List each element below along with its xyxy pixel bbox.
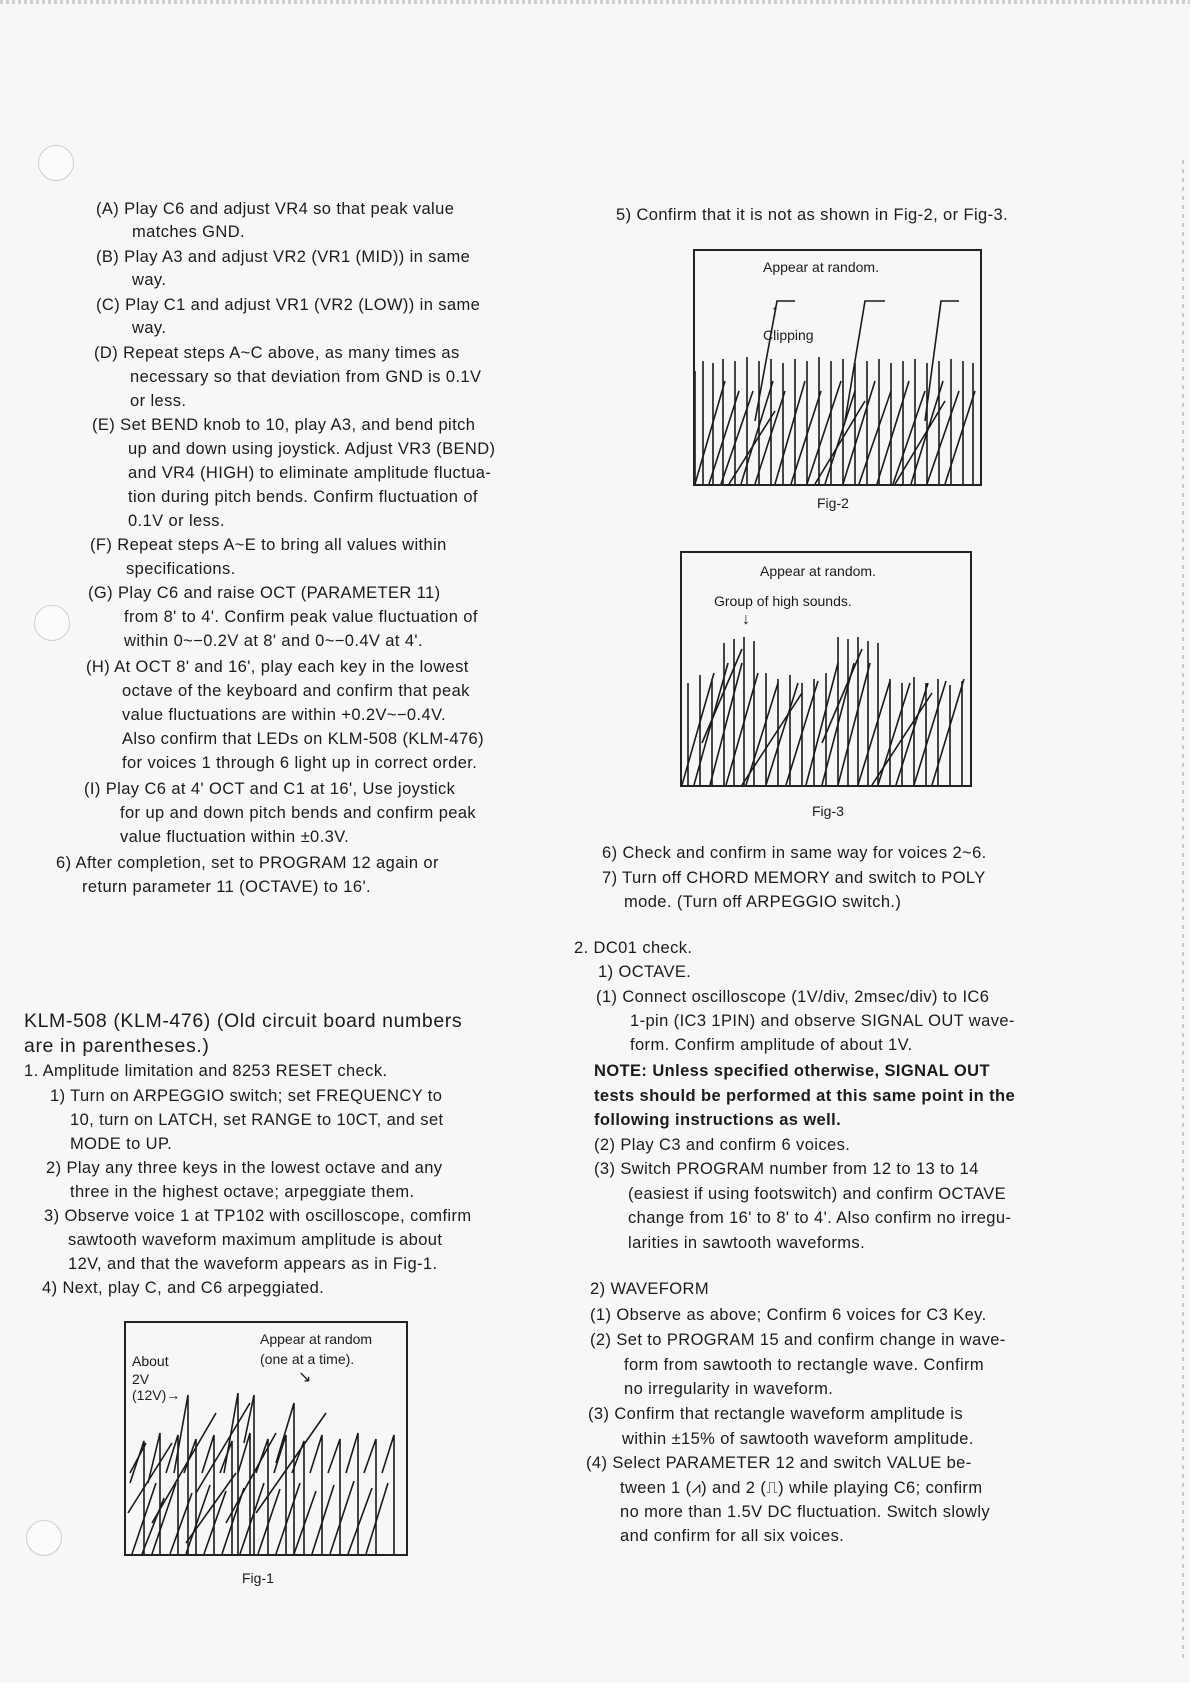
fig3-arrow-icon: ↓ bbox=[742, 611, 750, 628]
fig3-caption: Fig-3 bbox=[812, 803, 844, 819]
waveform-step-line: no more than 1.5V DC fluctuation. Switch slowly bbox=[620, 1503, 991, 1521]
klm-step-line: 12V, and that the waveform appears as in Fig-1. bbox=[68, 1255, 438, 1273]
fig2-arrow-icon: ↑ bbox=[771, 303, 779, 320]
step-e-line: tion during pitch bends. Confirm fluctuation of bbox=[128, 488, 478, 506]
fig2-caption: Fig-2 bbox=[817, 495, 849, 511]
step-6-line: return parameter 11 (OCTAVE) to 16'. bbox=[82, 878, 371, 896]
step-e-line: 0.1V or less. bbox=[128, 512, 225, 530]
dco-title: 2. DC01 check. bbox=[574, 939, 693, 957]
fig2-waveform bbox=[695, 251, 980, 484]
waveform-step-line: (2) Set to PROGRAM 15 and confirm change in wave- bbox=[590, 1331, 1006, 1349]
step-g-line: (G) Play C6 and raise OCT (PARAMETER 11) bbox=[88, 584, 441, 602]
step-h-line: value fluctuations are within +0.2V~−0.4V. bbox=[122, 706, 446, 724]
punch-hole bbox=[38, 145, 74, 181]
figure-3 bbox=[680, 551, 972, 787]
step-a-line: (A) Play C6 and adjust VR4 so that peak value bbox=[96, 200, 455, 218]
klm-step-line: 4) Next, play C, and C6 arpeggiated. bbox=[42, 1279, 325, 1297]
step-a-line: matches GND. bbox=[132, 223, 245, 241]
step-i-line: (I) Play C6 at 4' OCT and C1 at 16', Use joystick bbox=[84, 780, 456, 798]
klm-step-line: MODE to UP. bbox=[70, 1135, 173, 1153]
waveform-step-line: and confirm for all six voices. bbox=[620, 1527, 845, 1545]
waveform-step-line: form from sawtooth to rectangle wave. Confirm bbox=[624, 1356, 985, 1374]
note-line: NOTE: Unless specified otherwise, SIGNAL OUT bbox=[594, 1062, 990, 1080]
waveform-step-line: (4) Select PARAMETER 12 and switch VALUE be- bbox=[586, 1454, 972, 1472]
klm-step-line: 3) Observe voice 1 at TP102 with oscilloscope, comfirm bbox=[44, 1207, 472, 1225]
punch-hole bbox=[26, 1520, 62, 1556]
klm-step-line: 2) Play any three keys in the lowest octave and any bbox=[46, 1159, 443, 1177]
fig1-label-about: About bbox=[132, 1353, 169, 1369]
step-e-line: up and down using joystick. Adjust VR3 (BEND) bbox=[128, 440, 496, 458]
step-f-line: (F) Repeat steps A~E to bring all values within bbox=[90, 536, 447, 554]
klm-step-line: three in the highest octave; arpeggiate them. bbox=[70, 1183, 415, 1201]
step-7-line: mode. (Turn off ARPEGGIO switch.) bbox=[624, 893, 902, 911]
step-6-line: 6) After completion, set to PROGRAM 12 again or bbox=[56, 854, 439, 872]
octave-step-line: 1-pin (IC3 1PIN) and observe SIGNAL OUT wave- bbox=[630, 1012, 1015, 1030]
step-e-line: and VR4 (HIGH) to eliminate amplitude fluctua- bbox=[128, 464, 492, 482]
octave-step-line: larities in sawtooth waveforms. bbox=[628, 1234, 866, 1252]
fig1-caption: Fig-1 bbox=[242, 1570, 274, 1586]
fig3-title: Appear at random. bbox=[760, 563, 876, 579]
scan-top-edge bbox=[0, 0, 1190, 4]
note-line: following instructions as well. bbox=[594, 1111, 842, 1129]
step-g-line: from 8' to 4'. Confirm peak value fluctuation of bbox=[124, 608, 478, 626]
octave-title: 1) OCTAVE. bbox=[598, 963, 692, 981]
step-h-line: (H) At OCT 8' and 16', play each key in the lowest bbox=[86, 658, 469, 676]
step-i-line: value fluctuation within ±0.3V. bbox=[120, 828, 350, 846]
step-c-line: way. bbox=[132, 319, 167, 337]
waveform-step-line: (1) Observe as above; Confirm 6 voices for C3 Key. bbox=[590, 1306, 987, 1324]
step-i-line: for up and down pitch bends and confirm peak bbox=[120, 804, 477, 822]
step-d-line: (D) Repeat steps A~C above, as many times as bbox=[94, 344, 460, 362]
step-c-line: (C) Play C1 and adjust VR1 (VR2 (LOW)) in same bbox=[96, 296, 481, 314]
klm-step-line: 10, turn on LATCH, set RANGE to 10CT, and set bbox=[70, 1111, 444, 1129]
step-b-line: (B) Play A3 and adjust VR2 (VR1 (MID)) in same bbox=[96, 248, 471, 266]
fig1-label-one-at-a-time: (one at a time). bbox=[260, 1351, 355, 1367]
waveform-step-line: tween 1 (⩘) and 2 (⎍) while playing C6; confirm bbox=[620, 1479, 983, 1497]
step-h-line: octave of the keyboard and confirm that peak bbox=[122, 682, 470, 700]
step-d-line: necessary so that deviation from GND is 0.1V bbox=[130, 368, 482, 386]
step-7-line: 7) Turn off CHORD MEMORY and switch to POLY bbox=[602, 869, 986, 887]
step-f-line: specifications. bbox=[126, 560, 236, 578]
fig3-group-label: Group of high sounds. bbox=[714, 593, 852, 609]
waveform-step-line: (3) Confirm that rectangle waveform amplitude is bbox=[588, 1405, 964, 1423]
step-e-line: (E) Set BEND knob to 10, play A3, and bend pitch bbox=[92, 416, 476, 434]
waveform-step-line: within ±15% of sawtooth waveform amplitude. bbox=[622, 1430, 974, 1448]
klm-step-line: 1) Turn on ARPEGGIO switch; set FREQUENCY to bbox=[50, 1087, 443, 1105]
scan-right-edge bbox=[1182, 160, 1184, 1660]
fig3-waveform bbox=[682, 553, 970, 785]
klm-heading: KLM-508 (KLM-476) (Old circuit board numbers bbox=[24, 1010, 463, 1032]
fig1-label-random: Appear at random bbox=[260, 1331, 373, 1347]
step-d-line: or less. bbox=[130, 392, 187, 410]
figure-2 bbox=[693, 249, 982, 486]
klm-step-line: sawtooth waveform maximum amplitude is about bbox=[68, 1231, 443, 1249]
octave-step-line: (2) Play C3 and confirm 6 voices. bbox=[594, 1136, 851, 1154]
step-5: 5) Confirm that it is not as shown in Fig-2, or Fig-3. bbox=[616, 206, 1009, 224]
fig1-arrow-icon: ↘ bbox=[298, 1369, 312, 1386]
octave-step-line: (easiest if using footswitch) and confirm OCTAVE bbox=[628, 1185, 1007, 1203]
note-line: tests should be performed at this same point in the bbox=[594, 1087, 1016, 1105]
step-h-line: for voices 1 through 6 light up in correct order. bbox=[122, 754, 478, 772]
step-6-right: 6) Check and confirm in same way for voices 2~6. bbox=[602, 844, 987, 862]
klm-section-title: 1. Amplitude limitation and 8253 RESET check. bbox=[24, 1062, 388, 1080]
waveform-title: 2) WAVEFORM bbox=[590, 1280, 709, 1298]
klm-heading: are in parentheses.) bbox=[24, 1035, 210, 1057]
octave-step-line: (1) Connect oscilloscope (1V/div, 2msec/div) to IC6 bbox=[596, 988, 990, 1006]
octave-step-line: (3) Switch PROGRAM number from 12 to 13 to 14 bbox=[594, 1160, 979, 1178]
octave-step-line: form. Confirm amplitude of about 1V. bbox=[630, 1036, 913, 1054]
punch-hole bbox=[34, 605, 70, 641]
step-g-line: within 0~−0.2V at 8' and 0~−0.4V at 4'. bbox=[124, 632, 423, 650]
fig1-label-2v: 2V bbox=[132, 1371, 150, 1387]
fig2-title: Appear at random. bbox=[763, 259, 879, 275]
fig1-label-12v: (12V)→ bbox=[132, 1387, 181, 1403]
step-b-line: way. bbox=[132, 271, 167, 289]
octave-step-line: change from 16' to 8' to 4'. Also confirm no irregu- bbox=[628, 1209, 1012, 1227]
fig2-clipping-label: Clipping bbox=[763, 327, 814, 343]
step-h-line: Also confirm that LEDs on KLM-508 (KLM-476) bbox=[122, 730, 485, 748]
figure-1 bbox=[124, 1321, 408, 1556]
waveform-step-line: no irregularity in waveform. bbox=[624, 1380, 834, 1398]
